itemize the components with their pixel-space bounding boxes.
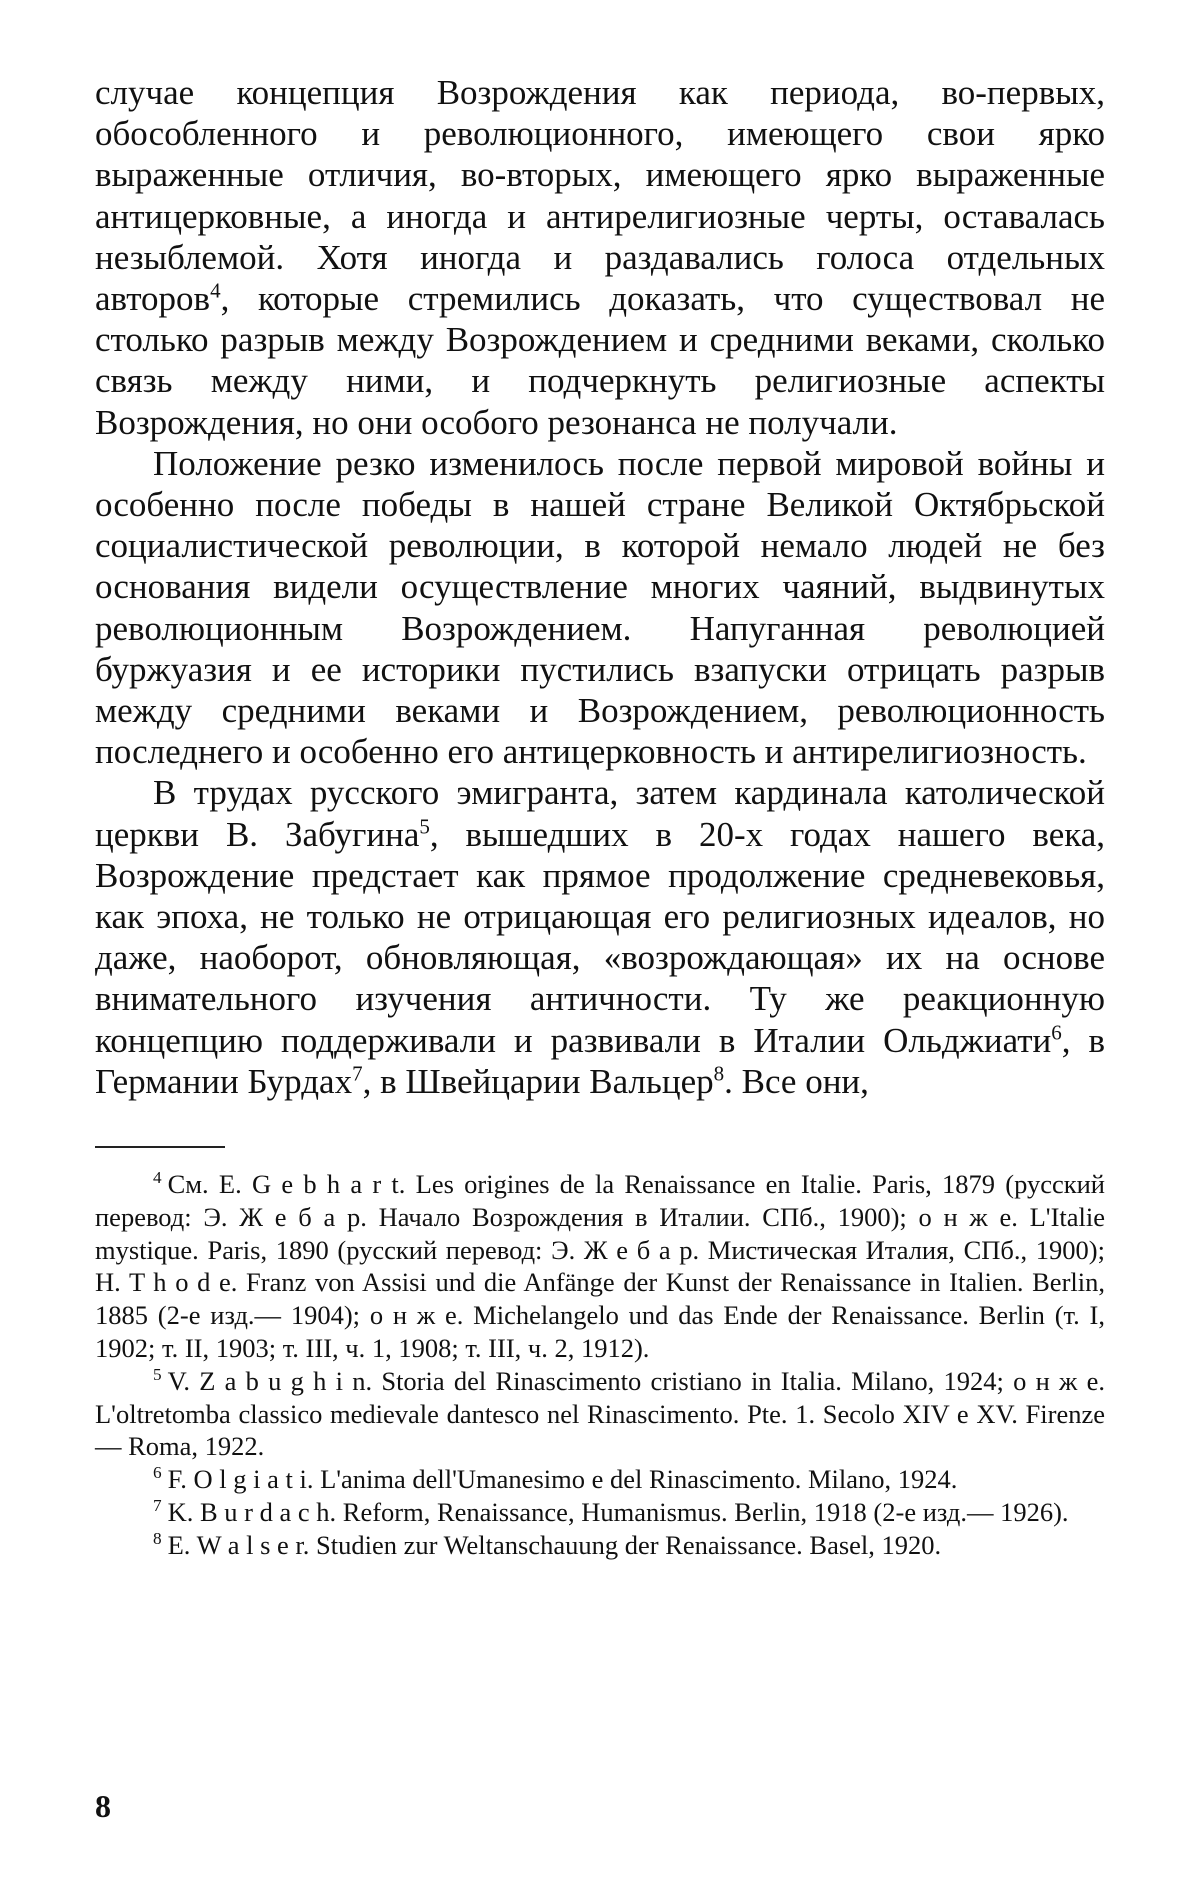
text-run: В трудах русского эмигранта, затем кардинала католической церкви В. Забугина [95, 773, 1105, 854]
footnote-text: K. B u r d a c h. Reform, Renaissance, Humanismus. Berlin, 1918 (2-е изд.— 1926). [167, 1497, 1069, 1528]
footnote [95, 1529, 1105, 1562]
footnote-ref: 4 [210, 278, 221, 303]
main-text [95, 72, 1105, 1102]
paragraph [95, 72, 1105, 443]
footnote-ref: 8 [713, 1061, 725, 1086]
text-run: случае концепция Возрождения как периода, во-первых, обособленного и революционного, имеющего свои ярко выраженные отличия, во-вторых, имеющего ярко выраженные антицерковные, а иногда и антирелигиозные черты, оставалась незыблемой. Хотя иногда и раздавались голоса отдельных авторов [95, 73, 1105, 319]
footnote-number: 8 [153, 1529, 162, 1549]
book-page [95, 72, 1105, 1562]
text-run: , в Швейцарии Вальцер [362, 1061, 714, 1101]
footnote-text: E. W a l s e r. Studien zur Weltanschauung der Renaissance. Basel, 1920. [167, 1529, 942, 1560]
text-run: , которые стремились доказать, что существовал не столько разрыв между Возрождением и средними веками, сколько связь между ними, и подчеркнуть религиозные аспекты Возрождения, но они особого резонанса не получали. [95, 279, 1105, 442]
footnotes [95, 1168, 1105, 1562]
footnote-number: 7 [153, 1496, 162, 1516]
footnote-text: См. E. G e b h a r t. Les origines de la Renaissance en Italie. Paris, 1879 (русский перевод: Э. Ж е б а р. Начало Возрождения в Италии. СПб., 1900); о н ж е. L'Italie mystique. Paris, 1890 (русский перевод: Э. Ж е б а р. Мистическая Италия, СПб., 1900); H. T h o d e. Franz von Assisi und die Anfänge der Kunst der Renaissance in Italien. Berlin, 1885 (2-е изд.— 1904); о н ж е. Michelangelo und das Ende der Renaissance. Berlin (т. I, 1902; т. II, 1903; т. III, ч. 1, 1908; т. III, ч. 2, 1912). [95, 1169, 1105, 1364]
footnote-ref: 6 [1051, 1020, 1062, 1045]
footnote-ref: 5 [419, 814, 430, 838]
footnote [95, 1168, 1105, 1365]
footnote-separator [95, 1146, 225, 1148]
footnote-text: V. Z a b u g h i n. Storia del Rinascimento cristiano in Italia. Milano, 1924; о н ж е. L'oltretomba classico medievale dantesco nel Rinascimento. Pte. 1. Secolo XIV e XV. Firenze — Roma, 1922. [95, 1365, 1105, 1462]
footnote-number: 6 [153, 1463, 162, 1483]
paragraph [95, 772, 1105, 1102]
paragraph [95, 443, 1105, 773]
text-run: , вышедших в 20-х годах нашего века, Возрождение предстает как прямое продолжение средневековья, как эпоха, не только не отрицающая его религиозных идеалов, но даже, наоборот, обновляющая, «возрождающая» их на основе внимательного изучения античности. Ту же реакционную концепцию поддерживали и развивали в Италии Ольджиати [95, 814, 1106, 1060]
footnote [95, 1365, 1105, 1463]
footnote [95, 1463, 1105, 1496]
text-run: Положение резко изменилось после первой мировой войны и особенно после победы в нашей стране Великой Октябрьской социалистической революции, в которой немало людей не без основания видели осуществление многих чаяний, выдвинутых революционным Возрождением. Напуганная революцией буржуазия и ее историки пустились взапуски отрицать разрыв между средними веками и Возрождением, революционность последнего и особенно его антицерковность и антирелигиозность. [95, 443, 1105, 772]
footnote-number: 4 [153, 1168, 162, 1188]
footnote-number: 5 [153, 1365, 162, 1385]
text-run: , в Германии Бурдах [95, 1020, 1105, 1101]
footnote [95, 1496, 1105, 1529]
text-run: . Все они, [724, 1061, 869, 1101]
footnote-ref: 7 [352, 1061, 363, 1086]
footnote-text: F. O l g i a t i. L'anima dell'Umanesimo e del Rinascimento. Milano, 1924. [167, 1464, 958, 1495]
page-number: 8 [95, 1788, 111, 1824]
